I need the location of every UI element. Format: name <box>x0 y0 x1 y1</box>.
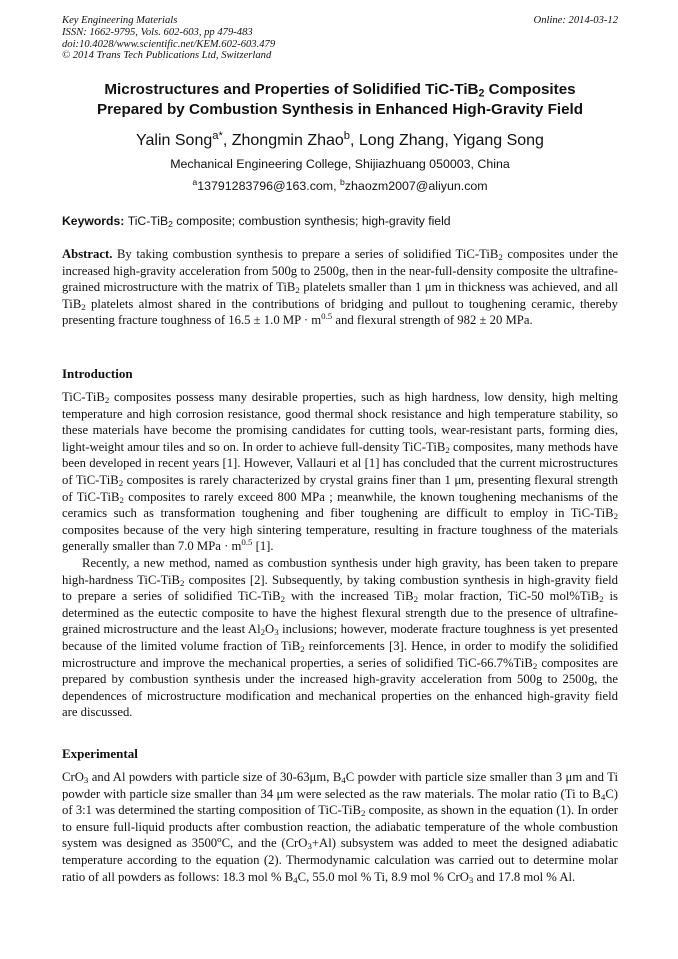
email-link[interactable]: zhaozm2007@aliyun.com <box>344 179 488 193</box>
copyright-line: © 2014 Trans Tech Publications Ltd, Switzerland <box>62 50 272 62</box>
experimental-paragraph <box>62 769 618 885</box>
abstract-text: platelets almost shared in the contributions of bridging and pullout to toughening ceramic, thereby presenting fracture toughness of 16.5 ± 1.0 MP · m <box>62 296 618 328</box>
author-name: , Zhongmin Zhao <box>222 132 344 149</box>
journal-header <box>62 15 618 62</box>
experimental-heading: Experimental <box>62 746 138 761</box>
subscript: 2 <box>360 808 366 819</box>
body-text: composites possess many desirable properties, such as high hardness, low density, high melting temperature and high corrosion resistance, good thermal shock resistance and high temperature stability, so these materials have become the promising candidates for cutting tools, wear-resistant parts, forming dies, light-weight amour tiles and so on. In order to achieve full-density TiC-TiB <box>62 390 618 454</box>
abstract-text: platelets smaller than 1 μm in thickness was achieved, and all TiB <box>62 280 618 311</box>
subscript: 2 <box>445 445 450 455</box>
keyword-subscript: 2 <box>168 219 173 230</box>
subscript: 2 <box>118 478 124 489</box>
introduction-heading: Introduction <box>62 366 133 381</box>
body-text: composite, as shown in the equation (1). In order to ensure full-liquid products after combustion reaction, the adiabatic temperature of the whole combustion system was designed as 3500 <box>62 803 619 851</box>
doi-line: doi:10.4028/www.scientific.net/KEM.602-603.479 <box>62 38 276 50</box>
body-text: inclusions; however, moderate fracture toughness is yet presented because of the limited volume fraction of TiB <box>62 622 618 653</box>
body-text: C, 55.0 mol % Ti, 8.9 mol % CrO <box>297 869 469 884</box>
superscript: 0.5 <box>241 537 253 548</box>
superscript: o <box>217 834 222 845</box>
subscript: 3 <box>468 874 474 885</box>
affiliation: Mechanical Engineering College, Shijiazhuang 050003, China <box>170 157 510 171</box>
issn-line: ISSN: 1662-9795, Vols. 602-603, pp 479-483 <box>62 26 253 38</box>
subscript: 2 <box>498 252 503 263</box>
abstract-text: composites under the increased high-gravity acceleration from 500g to 2500g, then in the near-full-density composite the ultrafine-grained microstructure with the matrix of TiB <box>62 247 618 295</box>
intro-paragraph-1 <box>62 389 618 555</box>
email-mark: b <box>340 177 345 188</box>
subscript: 2 <box>280 594 286 605</box>
subscript: 2 <box>104 395 110 406</box>
subscript: 4 <box>293 874 298 885</box>
body-text: C powder with particle size smaller than 3 μm and Ti powder with particle size smaller than 34 μm were selected as the raw materials. The molar ratio (Ti to B <box>62 770 618 801</box>
body-text: composites [2]. Subsequently, by taking combustion synthesis in high-gravity field to prepare a series of solidified TiC-TiB <box>62 572 618 604</box>
keyword-text: TiC-TiB <box>127 214 169 228</box>
author-mark: b <box>343 129 351 142</box>
online-date: Online: 2014-03-12 <box>533 15 618 26</box>
introduction-section <box>62 389 618 721</box>
subscript: 4 <box>341 775 346 786</box>
subscript: 2 <box>599 594 604 605</box>
body-text: Recently, a new method, named as combustion synthesis under high gravity, has been taken to prepare high-hardness TiC-TiB <box>62 555 618 587</box>
subscript: 2 <box>295 285 300 296</box>
body-text: reinforcements [3]. Hence, in order to modify the solidified microstructure and improve the mechanical properties, a series of solidified TiC-66.7%TiB <box>62 638 618 670</box>
subscript: 3 <box>83 775 89 786</box>
body-text: with the increased TiB <box>285 589 414 604</box>
body-text: C) of 3:1 was determined the starting composition of TiC-TiB <box>62 786 618 818</box>
abstract-text: By taking combustion synthesis to prepare a series of solidified TiC-TiB <box>112 247 499 261</box>
author-name: Yalin Song <box>136 132 213 149</box>
body-text: composites because of the very high sintering temperature, resulting in fracture toughness of the materials generally smaller than 7.0 MPa · m <box>62 522 618 554</box>
subscript: 2 <box>119 494 124 505</box>
body-text: composites to rarely exceed 800 MPa ; meanwhile, the known toughening mechanisms of the ceramics such as transformation toughening and fiber toughening are difficult to employ in TiC-TiB <box>62 489 618 521</box>
body-text: CrO <box>62 770 84 784</box>
body-text: composites is rarely characterized by crystal grains finer than 1 μm, presenting flexural strength of TiC-TiB <box>62 472 618 504</box>
title-text: Composites <box>484 81 576 98</box>
body-text: +Al) subsystem was added to meet the designed adiabatic temperature according to the equation (2). Thermodynamic calculation was carried out to determine molar ratio of all powders as follows: 18.3 mol % B <box>62 836 618 884</box>
keywords-label: Keywords: <box>62 214 128 228</box>
author-list <box>62 131 618 151</box>
subscript: 2 <box>260 627 266 638</box>
subscript: 2 <box>532 660 538 671</box>
subscript: 2 <box>300 644 305 655</box>
journal-name: Key Engineering Materials <box>62 15 178 26</box>
body-text: is determined as the eutectic composite to have the highest flexural strength due to the presence of ultrafine-grained microstructure and the least Al <box>62 589 618 637</box>
abstract-text: and flexural strength of 982 ± 20 MPa. <box>332 313 533 328</box>
paper-title <box>62 80 618 119</box>
superscript: 0.5 <box>321 311 333 322</box>
title-text: Microstructures and Properties of Solidified TiC-TiB <box>104 81 479 98</box>
body-text: composites are prepared by combustion synthesis under the increased high-gravity acceleration from 500g to 2500g, the dependences of microstructure modification and mechanical properties on the enhanced high-gravity field are discussed. <box>62 655 618 720</box>
intro-paragraph-2 <box>62 555 618 721</box>
body-text: and 17.8 mol % Al. <box>473 869 576 884</box>
keyword-text: composite; combustion synthesis; high-gravity field <box>172 214 451 228</box>
body-text: TiC-TiB <box>62 390 105 404</box>
email-link[interactable]: 13791283796@163.com, <box>197 179 341 193</box>
title-subscript: 2 <box>478 87 485 100</box>
subscript: 3 <box>274 627 279 638</box>
body-text: O <box>265 622 275 637</box>
abstract <box>62 246 618 329</box>
body-text: and Al powders with particle size of 30-63μm, B <box>88 770 342 784</box>
subscript: 2 <box>413 594 418 605</box>
experimental-section <box>62 769 618 885</box>
subscript: 2 <box>81 302 86 312</box>
subscript: 4 <box>600 791 606 802</box>
title-text: Prepared by Combustion Synthesis in Enhanced High-Gravity Field <box>96 100 584 118</box>
author-mark: a* <box>212 129 223 142</box>
keywords <box>62 213 618 229</box>
subscript: 2 <box>613 511 618 522</box>
author-emails <box>62 178 618 194</box>
body-text: composites, many methods have been developed in recent years [1]. However, Vallauri et al [1] has concluded that the current microstructures of TiC-TiB <box>62 439 618 487</box>
subscript: 2 <box>179 577 185 588</box>
body-text: C, and the (CrO <box>221 836 308 851</box>
email-mark: a <box>192 177 198 188</box>
body-text: molar fraction, TiC-50 mol%TiB <box>418 589 600 604</box>
author-name: , Long Zhang, Yigang Song <box>350 132 544 149</box>
subscript: 3 <box>307 841 312 852</box>
body-text: [1]. <box>252 539 274 554</box>
abstract-label: Abstract. <box>62 247 113 261</box>
